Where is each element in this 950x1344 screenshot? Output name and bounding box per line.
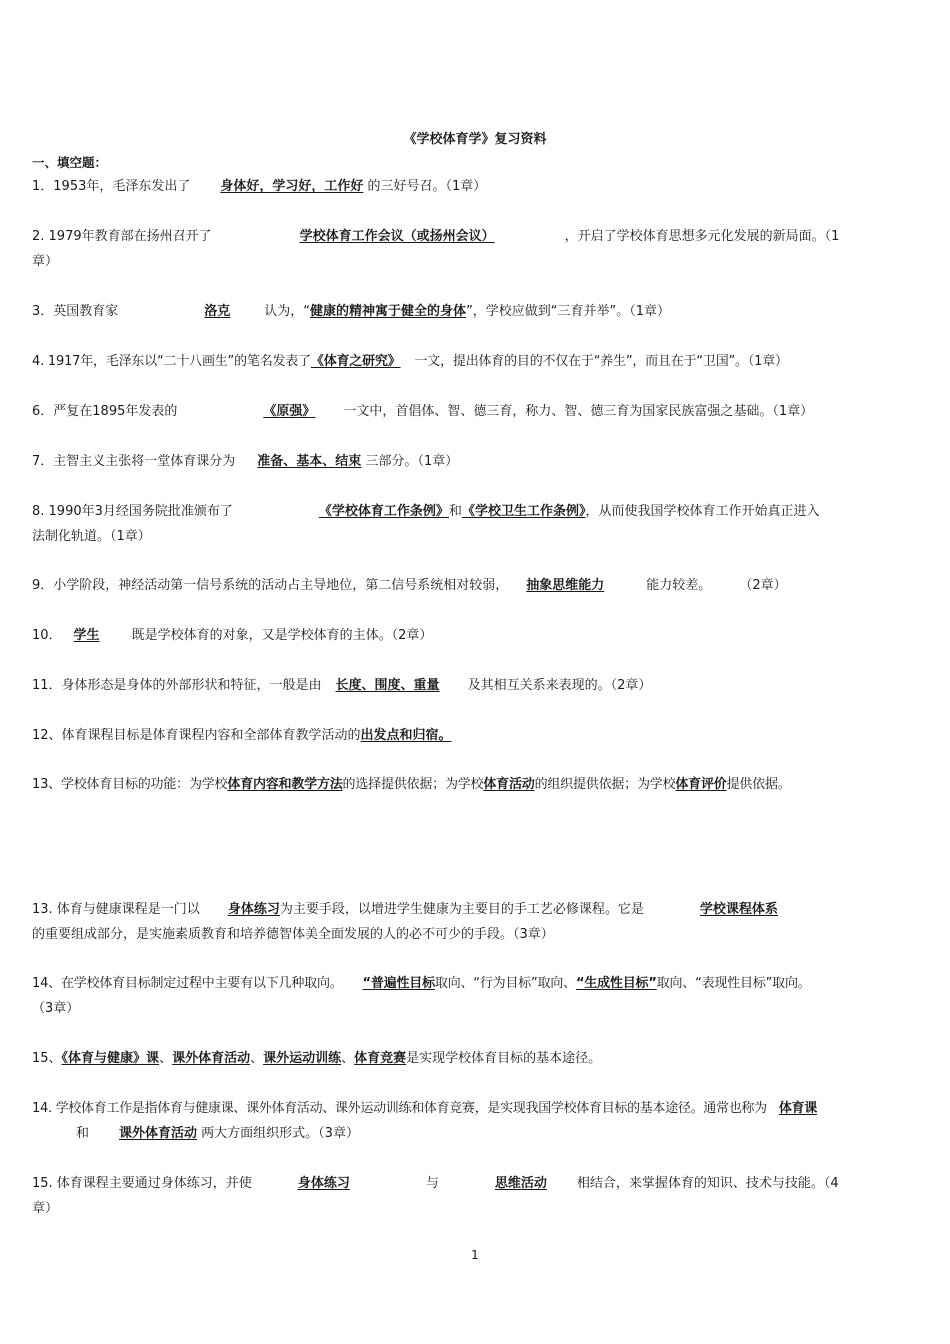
question-8 (32, 499, 912, 524)
answer: 学校体育工作会议（或扬州会议） (299, 229, 495, 244)
answer: 学生 (73, 628, 100, 643)
question-text: 7．主智主义主张将一堂体育课分为 (32, 454, 236, 469)
question-10 (32, 623, 912, 648)
question-6 (32, 399, 912, 424)
question-text: 的选择提供依据；为学校 (342, 777, 484, 792)
answer: 《体育与健康》课 (61, 1051, 160, 1066)
question-text: 既是学校体育的对象，又是学校体育的主体。（2章） (131, 628, 433, 643)
question-1 (32, 174, 912, 199)
question-text: 取向、“表现性目标”取向。 (656, 976, 811, 991)
answer: 身体好，学习好，工作好 (220, 179, 364, 194)
question-text: 为主要手段，以增进学生健康为主要目的手工艺必修课程。它是 (279, 902, 644, 917)
answer: 体育竞赛 (354, 1051, 407, 1066)
answer: “生成性目标” (575, 976, 657, 991)
answer: 《学校卫生工作条例》 (461, 504, 586, 519)
question-text: 11．身体形态是身体的外部形状和特征，一般是由 (32, 678, 322, 693)
question-text: 3．英国教育家 (32, 304, 119, 319)
question-text: 能力较差。 (646, 578, 712, 593)
question-text: 、 (159, 1051, 173, 1066)
answer: 出发点和归宿。 (360, 728, 452, 743)
answer: 准备、基本、结束 (257, 454, 362, 469)
question-text: 的组织提供依据；为学校 (534, 777, 676, 792)
section-heading: 一、填空题： (32, 155, 108, 170)
answer: 《体育之研究》 (310, 354, 401, 369)
question-7 (32, 449, 912, 474)
question-text: 取向、“行为目标”取向、 (434, 976, 576, 991)
answer: 课外体育活动 (119, 1126, 198, 1141)
question-text: 一文，提出体育的目的不仅在于“养生”，而且在于“卫国”。（1章） (414, 354, 788, 369)
question-14b-continued (32, 1121, 912, 1146)
question-text: 14、在学校体育目标制定过程中主要有以下几种取向。 (32, 976, 343, 991)
answer: 《学校体育工作条例》 (318, 504, 449, 519)
question-text: 的三好号召。（1章） (367, 179, 487, 194)
answer: 课外体育活动 (172, 1051, 251, 1066)
answer: 体育活动 (483, 777, 535, 792)
page-number: 1 (471, 1248, 479, 1262)
question-text: 1．1953年，毛泽东发出了 (32, 179, 191, 194)
question-2 (32, 224, 912, 249)
question-text: 9．小学阶段，神经活动第一信号系统的活动占主导地位，第二信号系统相对较弱， (32, 578, 509, 593)
question-text: 及其相互关系来表现的。（2章） (467, 678, 652, 693)
question-text: 是实现学校体育目标的基本途径。 (406, 1051, 602, 1066)
question-13a (32, 772, 912, 797)
question-text: 、 (341, 1051, 355, 1066)
question-text: 三部分。（1章） (365, 454, 459, 469)
question-text: 15、 (32, 1051, 62, 1066)
answer: 身体练习 (297, 1176, 350, 1191)
question-13b (32, 897, 912, 922)
question-3 (32, 299, 912, 324)
answer: 体育内容和教学方法 (227, 777, 343, 792)
answer: 洛克 (204, 304, 231, 319)
answer: “普遍性目标 (362, 976, 435, 991)
question-15b (32, 1171, 912, 1196)
question-text: 和 (448, 504, 462, 519)
question-15a (32, 1046, 912, 1071)
question-text: ，从而使我国学校体育工作开始真正进入 (585, 504, 820, 519)
question-text: 6．严复在1895年发表的 (32, 404, 178, 419)
question-text: ”，学校应做到“三育并举”。（1章） (466, 304, 671, 319)
question-14a (32, 971, 912, 996)
question-text: 12、体育课程目标是体育课程内容和全部体育教学活动的 (32, 728, 361, 743)
question-text: 、 (250, 1051, 264, 1066)
page-title: 《学校体育学》复习资料 (403, 132, 547, 147)
question-text: 2. 1979年教育部在扬州召开了 (32, 229, 212, 244)
answer: 长度、围度、重量 (335, 678, 440, 693)
question-11 (32, 673, 912, 698)
question-9 (32, 573, 912, 598)
question-13b-continued: 的重要组成部分，是实施素质教育和培养德智体美全面发展的人的必不可少的手段。（3章） (32, 927, 554, 942)
question-text: 认为，“ (264, 304, 311, 319)
question-text: 一文中，首倡体、智、德三育，称力、智、德三育为国家民族富强之基础。（1章） (343, 404, 814, 419)
question-text: 13、学校体育目标的功能：为学校 (32, 777, 228, 792)
question-text: 10． (32, 628, 62, 643)
answer: 《原强》 (263, 404, 316, 419)
question-text: （2章） (739, 578, 787, 593)
answer: 课外运动训练 (263, 1051, 342, 1066)
answer: 学校课程体系 (699, 902, 778, 917)
question-text: 13. 体育与健康课程是一门以 (32, 902, 200, 917)
question-2-continued: 章） (32, 254, 59, 269)
question-14b (32, 1096, 912, 1121)
question-15b-continued: 章） (32, 1201, 59, 1216)
question-text: 和 (76, 1126, 90, 1141)
question-text: 与 (425, 1176, 439, 1191)
answer: 体育课 (778, 1101, 817, 1116)
answer: 思维活动 (494, 1176, 547, 1191)
question-text: 8. 1990年3月经国务院批准颁布了 (32, 504, 233, 519)
question-text: 15. 体育课程主要通过身体练习，并使 (32, 1176, 252, 1191)
answer: 抽象思维能力 (526, 578, 605, 593)
answer: 身体练习 (227, 902, 280, 917)
answer: 健康的精神寓于健全的身体 (310, 304, 467, 319)
question-4 (32, 349, 912, 374)
question-text: 提供依据。 (726, 777, 791, 792)
question-text: 4. 1917年，毛泽东以“二十八画生”的笔名发表了 (32, 354, 311, 369)
question-12 (32, 723, 912, 748)
question-text: ，开启了学校体育思想多元化发展的新局面。（1 (564, 229, 840, 244)
question-text: 两大方面组织形式。（3章） (201, 1126, 359, 1141)
question-14a-continued: （3章） (32, 1001, 80, 1016)
answer: 体育评价 (675, 777, 727, 792)
question-8-continued: 法制化轨道。（1章） (32, 529, 151, 544)
question-text: 相结合，来掌握体育的知识、技术与技能。（4 (576, 1176, 839, 1191)
question-text: 14. 学校体育工作是指体育与健康课、课外体育活动、课外运动训练和体育竞赛，是实现我国学校体育目标的基本途径。通常也称为 (32, 1101, 767, 1116)
